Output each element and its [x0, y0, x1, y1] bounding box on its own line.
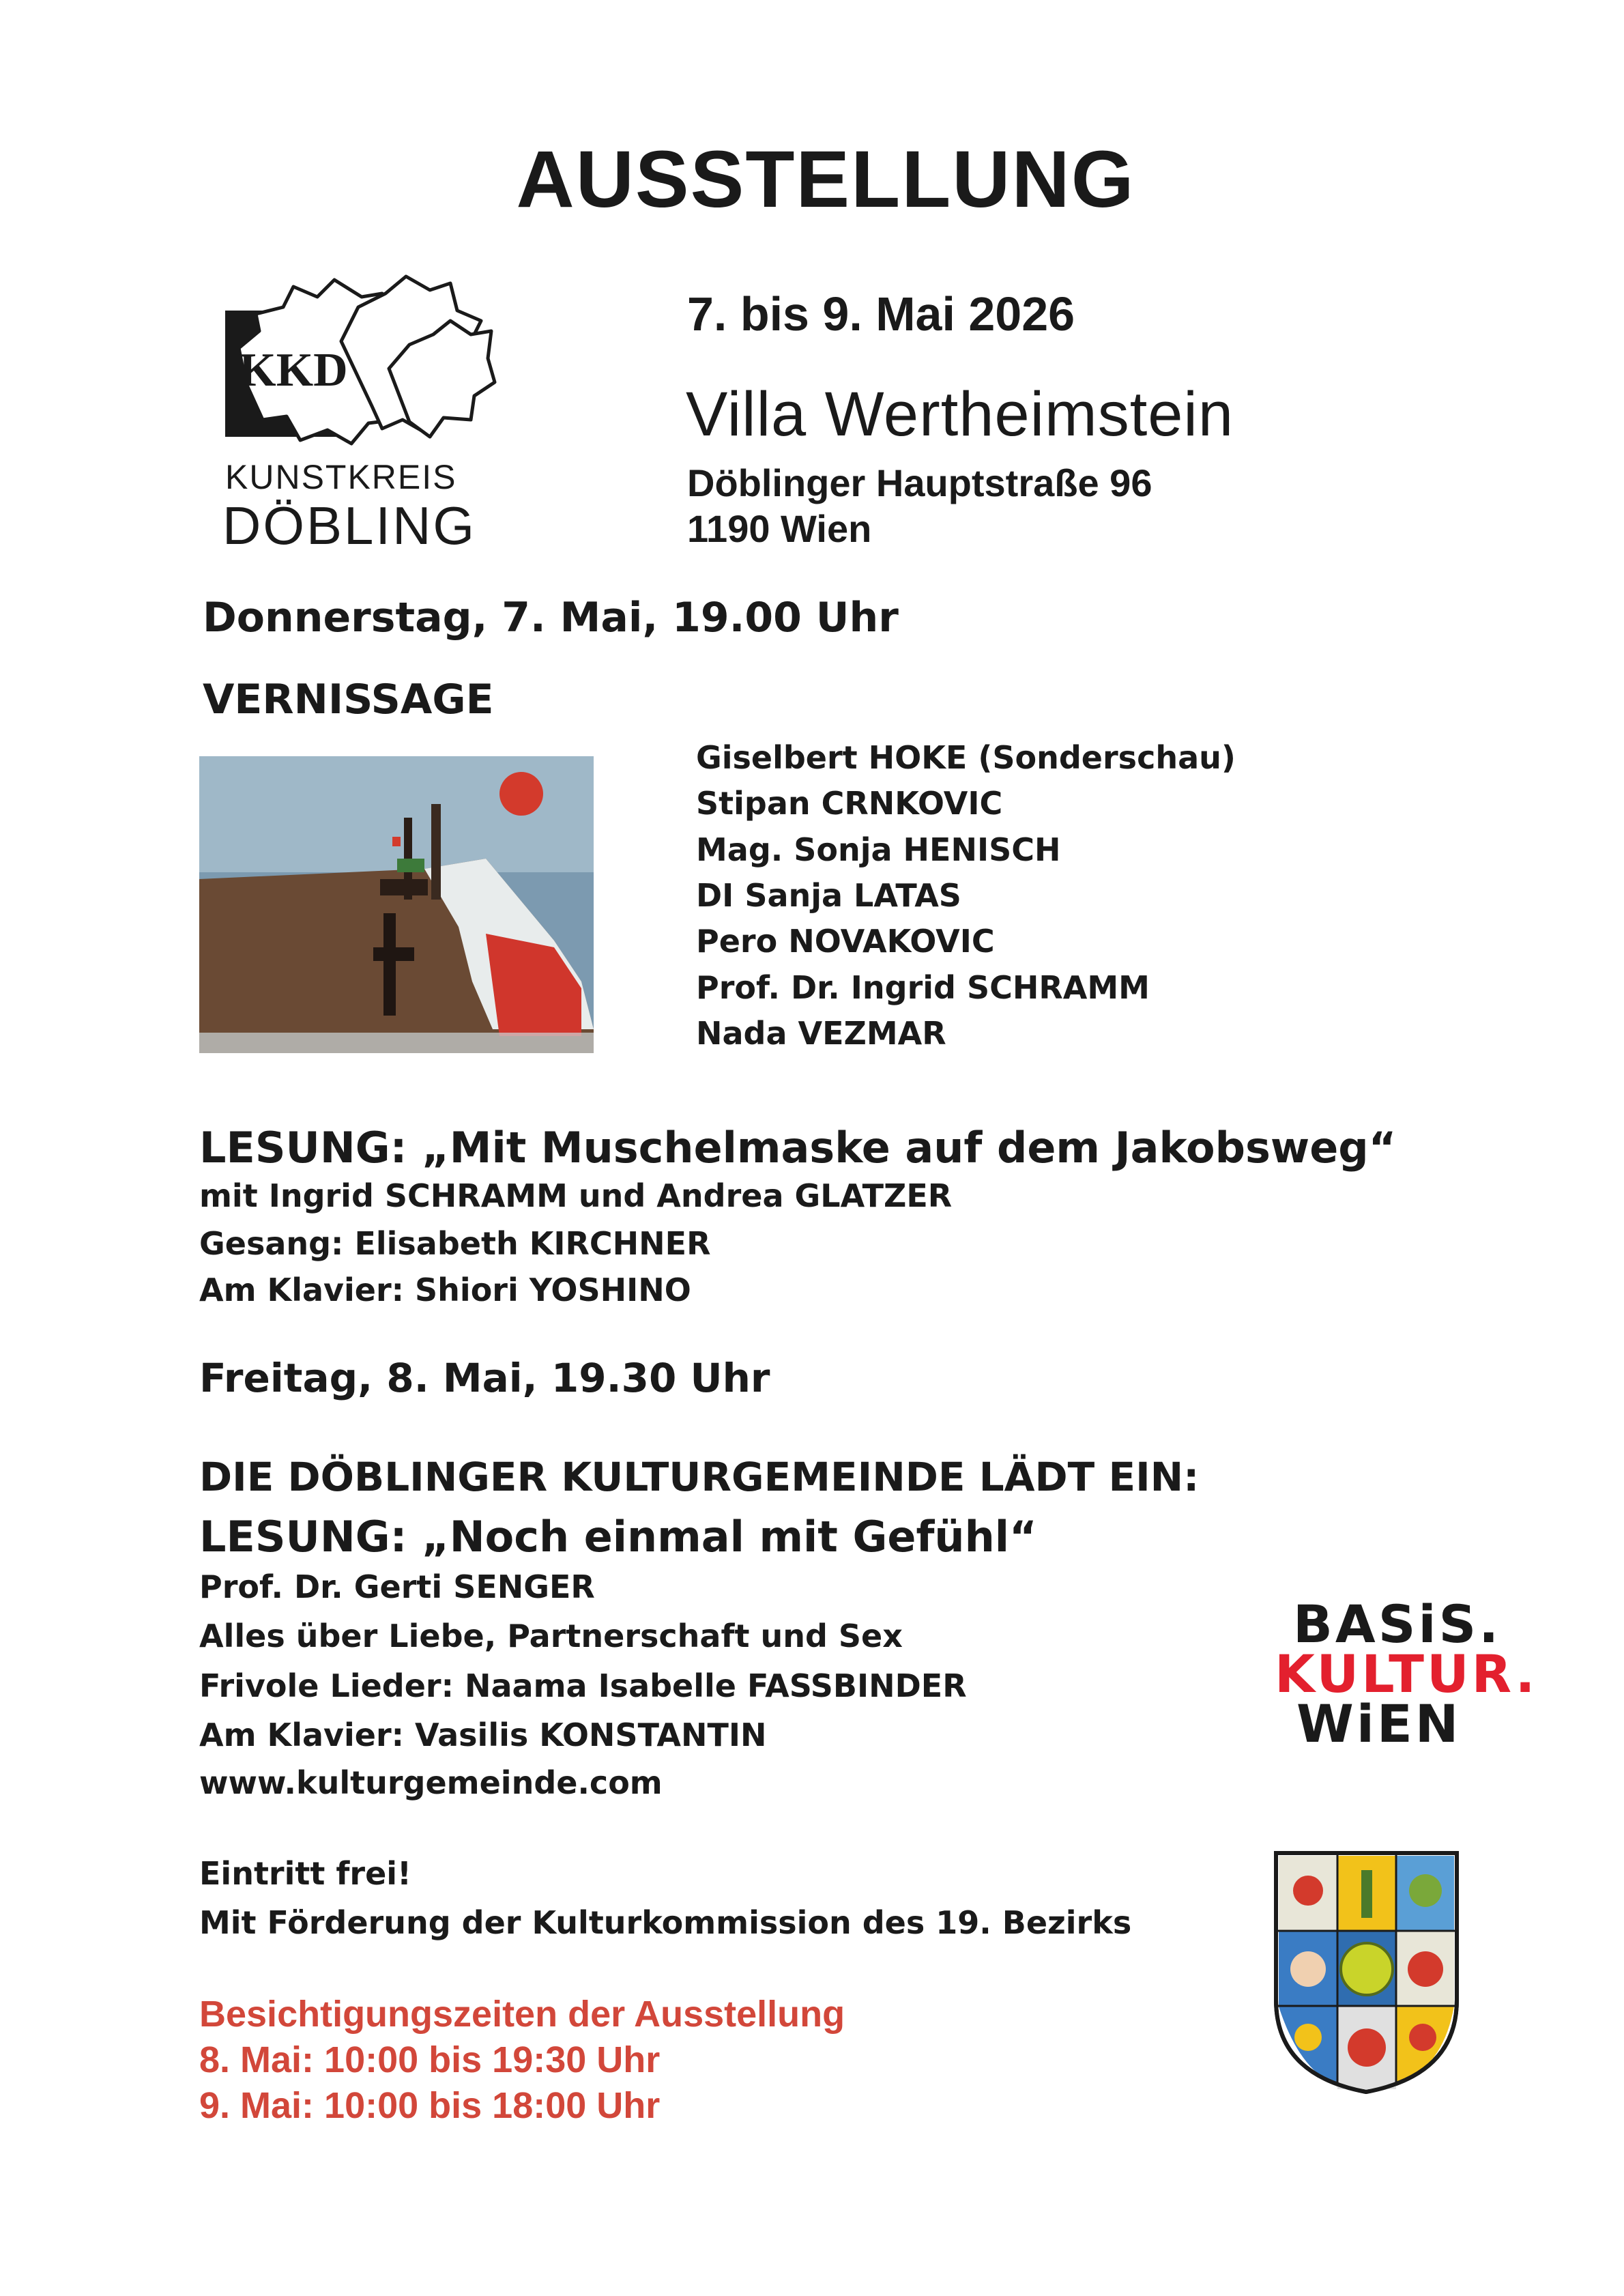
event2-line: Prof. Dr. Gerti SENGER	[199, 1568, 595, 1605]
list-item: Pero NOVAKOVIC	[696, 923, 995, 960]
reading1-line: Gesang: Elisabeth KIRCHNER	[199, 1225, 711, 1262]
event2-line: Alles über Liebe, Partnerschaft und Sex	[199, 1618, 903, 1654]
basis-logo-line1: BASiS.	[1293, 1594, 1502, 1654]
reading1-title: LESUNG: „Mit Muschelmaske auf dem Jakobsweg“	[199, 1123, 1397, 1173]
coat-of-arms-icon	[1273, 1850, 1460, 2095]
list-item: Nada VEZMAR	[696, 1015, 946, 1052]
vine-leaf-icon	[225, 266, 498, 450]
viewing-time: 8. Mai: 10:00 bis 19:30 Uhr	[199, 2039, 661, 2080]
list-item: Stipan CRNKOVIC	[696, 785, 1003, 822]
logo-text-kunstkreis: KUNSTKREIS	[225, 458, 457, 496]
viewing-heading: Besichtigungszeiten der Ausstellung	[199, 1994, 845, 2035]
website-link[interactable]: www.kulturgemeinde.com	[199, 1764, 663, 1801]
list-item: Prof. Dr. Ingrid SCHRAMM	[696, 969, 1150, 1006]
list-item: Giselbert HOKE (Sonderschau)	[696, 739, 1236, 776]
exhibition-painting	[199, 756, 594, 1053]
entry-free: Eintritt frei!	[199, 1855, 412, 1892]
venue-city: 1190 Wien	[687, 507, 872, 550]
logo-monogram: KKD	[239, 344, 348, 397]
list-item: DI Sanja LATAS	[696, 877, 961, 914]
funding-note: Mit Förderung der Kulturkommission des 19. Bezirks	[199, 1904, 1132, 1941]
event2-title: LESUNG: „Noch einmal mit Gefühl“	[199, 1512, 1037, 1562]
viewing-time: 9. Mai: 10:00 bis 18:00 Uhr	[199, 2085, 661, 2126]
basis-logo-line2: KULTUR.	[1275, 1644, 1538, 1704]
page-title: AUSSTELLUNG	[516, 134, 1135, 225]
date-range: 7. bis 9. Mai 2026	[687, 287, 1075, 341]
event2-line: Am Klavier: Vasilis KONSTANTIN	[199, 1717, 767, 1753]
event1-day: Donnerstag, 7. Mai, 19.00 Uhr	[203, 594, 899, 642]
venue-street: Döblinger Hauptstraße 96	[687, 461, 1152, 504]
reading1-line: mit Ingrid SCHRAMM und Andrea GLATZER	[199, 1177, 953, 1214]
list-item: Mag. Sonja HENISCH	[696, 831, 1061, 868]
event2-day: Freitag, 8. Mai, 19.30 Uhr	[199, 1355, 770, 1401]
venue-name: Villa Wertheimstein	[686, 379, 1234, 449]
event2-line: Frivole Lieder: Naama Isabelle FASSBINDER	[199, 1667, 967, 1704]
event1-heading: VERNISSAGE	[203, 676, 494, 723]
reading1-line: Am Klavier: Shiori YOSHINO	[199, 1272, 691, 1308]
logo-text-doebling: DÖBLING	[222, 496, 477, 556]
event2-heading: DIE DÖBLINGER KULTURGEMEINDE LÄDT EIN:	[199, 1454, 1200, 1500]
basis-logo-line3: WiEN	[1296, 1693, 1462, 1754]
